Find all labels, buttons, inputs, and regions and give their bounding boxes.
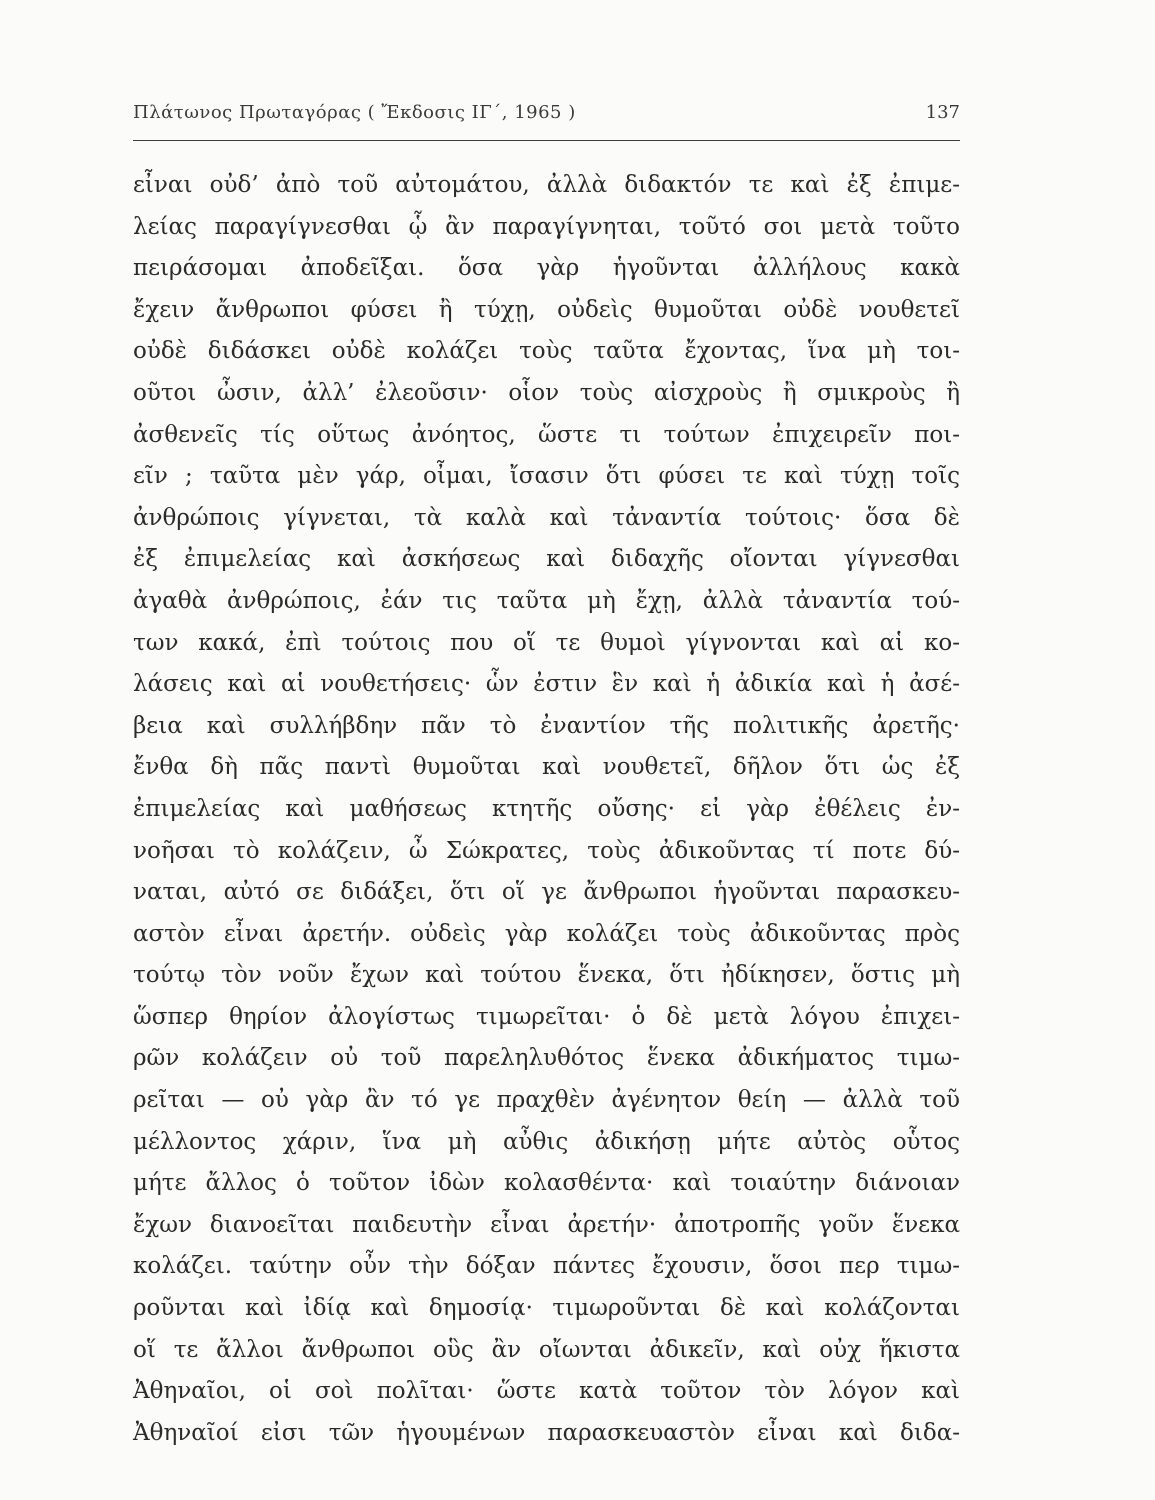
text-line: ρῶν κολάζειν οὐ τοῦ παρεληλυθότος ἕνεκα ἀδικήματος τιμω- bbox=[133, 1045, 960, 1072]
text-line: ἔνθα δὴ πᾶς παντὶ θυμοῦται καὶ νουθετεῖ, δῆλον ὅτι ὡς ἐξ bbox=[133, 754, 960, 781]
text-line: νοῆσαι τὸ κολάζειν, ὦ Σώκρατες, τοὺς ἀδικοῦντας τί ποτε δύ- bbox=[133, 837, 960, 864]
text-line: κολάζει. ταύτην οὖν τὴν δόξαν πάντες ἔχουσιν, ὅσοι περ τιμω- bbox=[133, 1253, 960, 1280]
text-line: των κακά, ἐπὶ τούτοις που οἵ τε θυμοὶ γίγνονται καὶ αἱ κο- bbox=[133, 629, 960, 656]
text-line: ἀγαθὰ ἀνθρώποις, ἐάν τις ταῦτα μὴ ἔχῃ, ἀλλὰ τἀναντία τού- bbox=[133, 587, 960, 614]
text-line: ὥσπερ θηρίον ἀλογίστως τιμωρεῖται· ὁ δὲ μετὰ λόγου ἐπιχει- bbox=[133, 1003, 960, 1030]
text-line: αστὸν εἶναι ἀρετήν. οὐδεὶς γὰρ κολάζει τοὺς ἀδικοῦντας πρὸς bbox=[133, 920, 960, 947]
text-line: λάσεις καὶ αἱ νουθετήσεις· ὧν ἐστιν ἓν καὶ ἡ ἀδικία καὶ ἡ ἀσέ- bbox=[133, 671, 960, 698]
text-line: λείας παραγίγνεσθαι ᾧ ἂν παραγίγνηται, τοῦτό σοι μετὰ τοῦτο bbox=[133, 213, 960, 240]
text-line: ἔχειν ἄνθρωποι φύσει ἢ τύχῃ, οὐδεὶς θυμοῦται οὐδὲ νουθετεῖ bbox=[133, 296, 960, 323]
text-line: ἐπιμελείας καὶ μαθήσεως κτητῆς οὔσης· εἰ γὰρ ἐθέλεις ἐν- bbox=[133, 795, 960, 822]
text-line: πειράσομαι ἀποδεῖξαι. ὅσα γὰρ ἡγοῦνται ἀλλήλους κακὰ bbox=[133, 255, 960, 282]
text-line: οῦτοι ὦσιν, ἀλλ’ ἐλεοῦσιν· οἷον τοὺς αἰσχροὺς ἢ σμικροὺς ἢ bbox=[133, 379, 960, 406]
header-title: Πλάτωνος Πρωταγόρας ( Ἔκδοσις ΙΓ΄, 1965 ) bbox=[133, 102, 576, 123]
text-line: τούτῳ τὸν νοῦν ἔχων καὶ τούτου ἕνεκα, ὅτι ἠδίκησεν, ὅστις μὴ bbox=[133, 962, 960, 989]
running-header bbox=[133, 100, 960, 130]
text-line: μέλλοντος χάριν, ἵνα μὴ αὖθις ἀδικήσῃ μήτε αὐτὸς οὗτος bbox=[133, 1128, 960, 1155]
body-text bbox=[133, 165, 960, 1454]
text-line: ἐξ ἐπιμελείας καὶ ἀσκήσεως καὶ διδαχῆς οἴονται γίγνεσθαι bbox=[133, 546, 960, 573]
text-line: οἵ τε ἄλλοι ἄνθρωποι οὓς ἂν οἴωνται ἀδικεῖν, καὶ οὐχ ἥκιστα bbox=[133, 1336, 960, 1363]
text-line: οὐδὲ διδάσκει οὐδὲ κολάζει τοὺς ταῦτα ἔχοντας, ἵνα μὴ τοι- bbox=[133, 338, 960, 365]
text-line: ροῦνται καὶ ἰδίᾳ καὶ δημοσίᾳ· τιμωροῦνται δὲ καὶ κολάζονται bbox=[133, 1295, 960, 1322]
text-line: ρεῖται — οὐ γὰρ ἂν τό γε πραχθὲν ἀγένητον θείη — ἀλλὰ τοῦ bbox=[133, 1087, 960, 1114]
text-line: ἀσθενεῖς τίς οὕτως ἀνόητος, ὥστε τι τούτων ἐπιχειρεῖν ποι- bbox=[133, 421, 960, 448]
text-line: ναται, αὐτό σε διδάξει, ὅτι οἵ γε ἄνθρωποι ἡγοῦνται παρασκευ- bbox=[133, 879, 960, 906]
text-line: ἀνθρώποις γίγνεται, τὰ καλὰ καὶ τἀναντία τούτοις· ὅσα δὲ bbox=[133, 504, 960, 531]
text-line: ἔχων διανοεῖται παιδευτὴν εἶναι ἀρετήν· ἀποτροπῆς γοῦν ἕνεκα bbox=[133, 1211, 960, 1238]
header-rule bbox=[133, 140, 960, 141]
text-line: εἶναι οὐδ’ ἀπὸ τοῦ αὐτομάτου, ἀλλὰ διδακτόν τε καὶ ἐξ ἐπιμε- bbox=[133, 172, 960, 198]
text-line: μήτε ἄλλος ὁ τοῦτον ἰδὼν κολασθέντα· καὶ τοιαύτην διάνοιαν bbox=[133, 1170, 960, 1197]
text-line: Ἀθηναῖοι, οἱ σοὶ πολῖται· ὥστε κατὰ τοῦτον τὸν λόγον καὶ bbox=[133, 1378, 960, 1405]
text-line: Ἀθηναῖοί εἰσι τῶν ἡγουμένων παρασκευαστὸν εἶναι καὶ διδα- bbox=[133, 1419, 960, 1446]
text-line: εῖν ; ταῦτα μὲν γάρ, οἶμαι, ἴσασιν ὅτι φύσει τε καὶ τύχῃ τοῖς bbox=[133, 463, 960, 490]
page-number: 137 bbox=[925, 102, 960, 123]
text-line: βεια καὶ συλλήβδην πᾶν τὸ ἐναντίον τῆς πολιτικῆς ἀρετῆς· bbox=[133, 712, 960, 739]
